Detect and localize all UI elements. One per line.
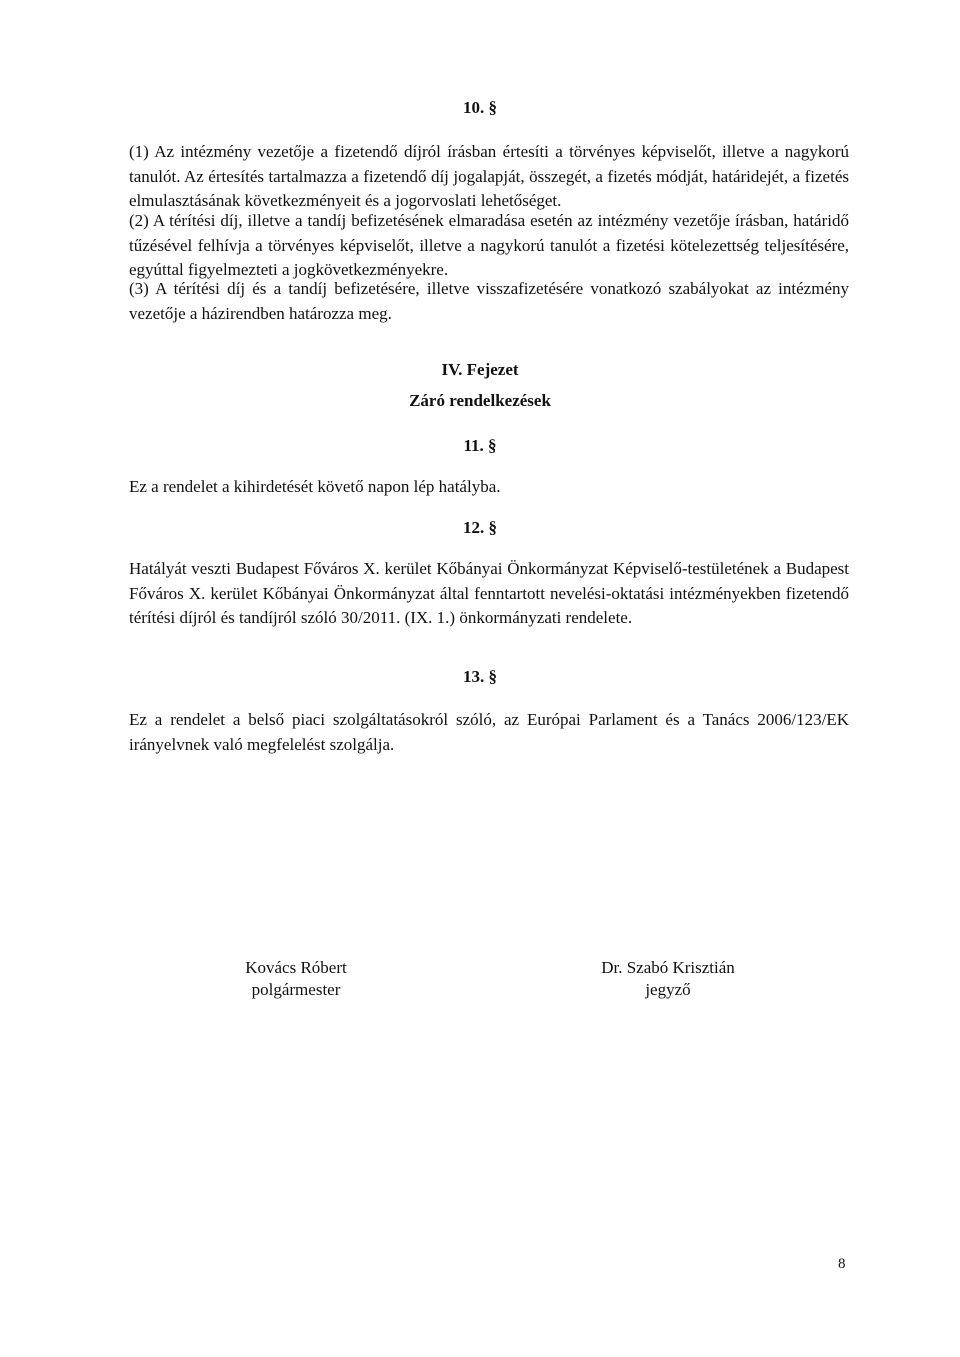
section-12-heading: 12. §	[463, 518, 497, 537]
signature-right-title: jegyző	[645, 980, 691, 999]
signature-right-name: Dr. Szabó Krisztián	[601, 958, 735, 977]
section-13-text: Ez a rendelet a belső piaci szolgáltatásokról szóló, az Európai Parlament és a Tanács 2006/123/EK irányelvnek való megfelelést szolgálja.	[129, 710, 849, 754]
signature-left	[176, 957, 416, 1001]
section-13-heading: 13. §	[463, 667, 497, 686]
section-10-heading: 10. §	[463, 98, 497, 117]
section-12-text: Hatályát veszti Budapest Főváros X. kerület Kőbányai Önkormányzat Képviselő-testületének a Budapest Főváros X. kerület Kőbányai Önkormányzat által fenntartott nevelési-oktatási intézményekben fizetendő térítési díjról és tandíjról szóló 30/2011. (IX. 1.) önkormányzati rendelete.	[129, 559, 849, 627]
signature-left-name: Kovács Róbert	[245, 958, 347, 977]
section-11-text: Ez a rendelet a kihirdetését követő napon lép hatályba.	[129, 477, 501, 496]
section-10-paragraph-3: (3) A térítési díj és a tandíj befizetésére, illetve visszafizetésére vonatkozó szabályokat az intézmény vezetője a házirendben határozza meg.	[129, 279, 849, 323]
page-number: 8	[838, 1256, 846, 1272]
chapter-title: IV. Fejezet	[441, 360, 519, 379]
chapter-subtitle: Záró rendelkezések	[409, 391, 551, 410]
section-10-paragraph-2: (2) A térítési díj, illetve a tandíj befizetésének elmaradása esetén az intézmény vezetője írásban, határidő tűzésével felhívja a törvényes képviselőt, illetve a nagykorú tanulót a fizetési kötelezettség teljesítésére, egyúttal figyelmezteti a jogkövetkezményekre.	[129, 211, 849, 279]
signature-left-title: polgármester	[251, 980, 341, 999]
signature-right	[548, 957, 788, 1001]
section-10-paragraph-1: (1) Az intézmény vezetője a fizetendő díjról írásban értesíti a törvényes képviselőt, illetve a nagykorú tanulót. Az értesítés tartalmazza a fizetendő díj jogalapját, összegét, a fizetés módját, határidejét, a fizetés elmulasztásának következményeit és a jogorvoslati lehetőséget.	[129, 142, 849, 210]
section-11-heading: 11. §	[463, 436, 497, 455]
